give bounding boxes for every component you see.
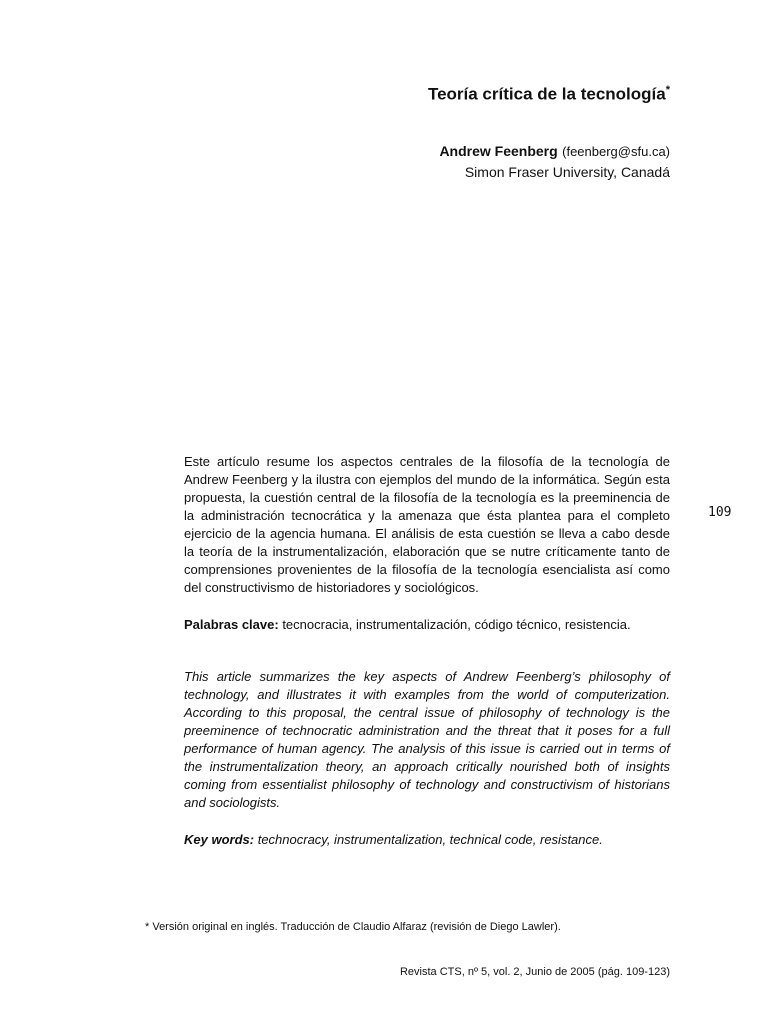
author-email: (feenberg@sfu.ca) (562, 144, 670, 159)
keywords-spanish (184, 616, 670, 634)
abstract-spanish: Este artículo resume los aspectos centrales de la filosofía de la tecnología de Andrew Feenberg y la ilustra con ejemplos del mundo de la informática. Según esta propuesta, la cuestión central de la filosofía de la tecnología es la preeminencia de la administración tecnocrática y la amenaza que ésta plantea para el completo ejercicio de la agencia humana. El análisis de esta cuestión se lleva a cabo desde la teoría de la instrumentalización, elaboración que se nutre críticamente tanto de comprensiones provenientes de la filosofía de la tecnología esencialista así como del constructivismo de historiadores y sociológicos. (184, 454, 670, 595)
keywords-spanish-list: tecnocracia, instrumentalización, código técnico, resistencia. (282, 617, 631, 632)
author-name: Andrew Feenberg (439, 143, 558, 159)
article-title-text: Teoría crítica de la tecnología (427, 84, 666, 104)
article-title (428, 84, 670, 105)
author-affiliation: Simon Fraser University, Canadá (464, 164, 670, 180)
footnote: * Versión original en inglés. Traducción de Claudio Alfaraz (revisión de Diego Lawler). (145, 921, 561, 933)
author-block (439, 141, 670, 183)
author-line (439, 141, 670, 162)
keywords-english-label: Key words: (184, 832, 255, 847)
page-number: 109 (708, 505, 732, 520)
keywords-english (184, 831, 670, 849)
keywords-english-list: technocracy, instrumentalization, technical code, resistance. (257, 832, 603, 847)
keywords-spanish-label: Palabras clave: (184, 617, 279, 632)
journal-reference: Revista CTS, nº 5, vol. 2, Junio de 2005 (pág. 109-123) (399, 966, 670, 978)
abstract-english: This article summarizes the key aspects of Andrew Feenberg’s philosophy of technology, and illustrates it with examples from the world of computerization. According to this proposal, the central issue of philosophy of technology is the preeminence of technocratic administration and the threat that it poses for a full performance of human agency. The analysis of this issue is carried out in terms of the instrumentalization theory, an approach critically nourished both of insights coming from essentialist philosophy of technology and constructivism of historians and sociologists. (184, 669, 670, 810)
title-footnote-mark: * (665, 84, 670, 96)
